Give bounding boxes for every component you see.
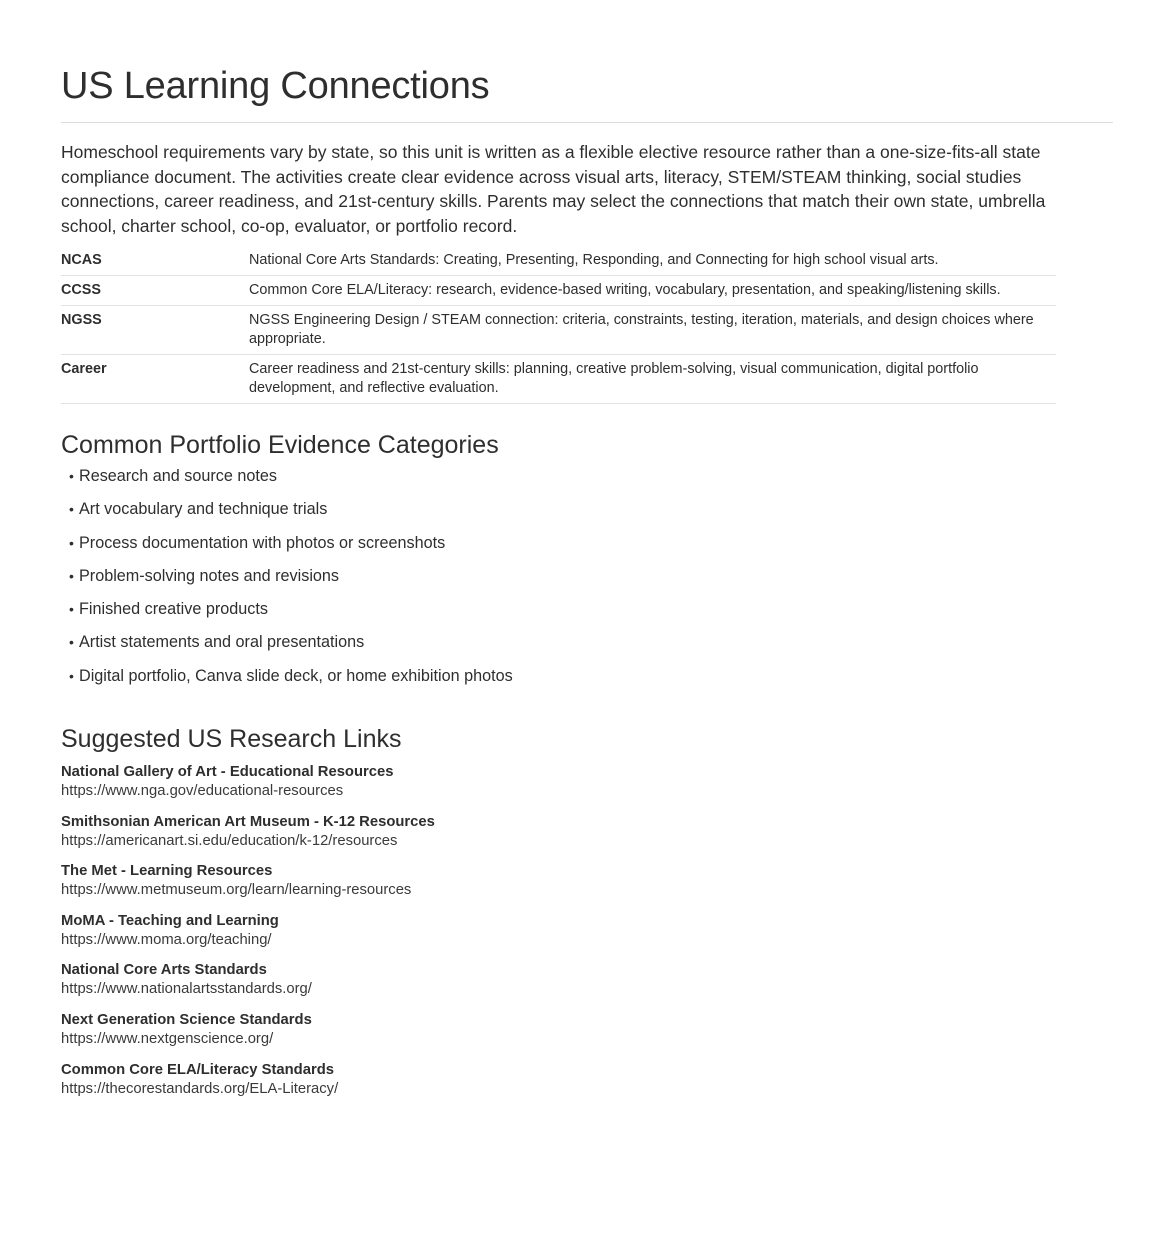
link-url[interactable]: https://www.nextgenscience.org/ <box>61 1031 274 1048</box>
link-item-ngss <box>61 1011 1113 1061</box>
list-item <box>69 598 1113 631</box>
list-item <box>69 465 1113 498</box>
evidence-heading: Common Portfolio Evidence Categories <box>61 431 499 459</box>
standards-row-ngss <box>61 306 1056 355</box>
list-item-label: Problem-solving notes and revisions <box>79 566 340 585</box>
page-title: US Learning Connections <box>61 65 490 107</box>
link-item-met <box>61 862 1113 912</box>
list-item-label: Art vocabulary and technique trials <box>79 500 328 519</box>
bullet-icon: • <box>69 567 74 584</box>
list-item-label: Process documentation with photos or screenshots <box>79 533 446 552</box>
standards-row-ccss <box>61 276 1056 306</box>
title-divider <box>61 122 1113 123</box>
list-item-label: Digital portfolio, Canva slide deck, or home exhibition photos <box>79 666 513 685</box>
intro-paragraph: Homeschool requirements vary by state, so this unit is written as a flexible elective resource rather than a one-size-fits-all state compliance document. The activities create clear evidence across visual arts, literacy, STEM/STEAM thinking, social studies connections, career readiness, and 21st-century skills. Parents may select the connections that match their own state, umbrella school, charter school, co-op, evaluator, or portfolio record. <box>61 142 1046 236</box>
list-item <box>69 532 1113 565</box>
link-url[interactable]: https://thecorestandards.org/ELA-Literacy/ <box>61 1080 339 1097</box>
bullet-icon: • <box>69 601 74 618</box>
link-title: National Core Arts Standards <box>61 962 267 979</box>
evidence-list <box>61 465 1113 698</box>
links-heading: Suggested US Research Links <box>61 725 402 754</box>
bullet-icon: • <box>69 634 74 651</box>
list-item <box>69 665 1113 698</box>
link-item-ncas <box>61 961 1113 1011</box>
research-links-list <box>61 763 1113 1110</box>
link-title: Smithsonian American Art Museum - K-12 Resources <box>61 813 435 830</box>
link-url[interactable]: https://www.nationalartsstandards.org/ <box>61 981 312 998</box>
bullet-icon: • <box>69 534 74 551</box>
link-url[interactable]: https://www.nga.gov/educational-resources <box>61 783 344 800</box>
standard-description: NGSS Engineering Design / STEAM connection: criteria, constraints, testing, iteration, materials, and design choices where appropriate. <box>249 306 1056 355</box>
list-item-label: Artist statements and oral presentations <box>79 633 365 652</box>
link-title: MoMA - Teaching and Learning <box>61 912 279 929</box>
standards-row-ncas <box>61 246 1056 276</box>
standard-code: NGSS <box>61 306 249 355</box>
page-content <box>61 0 1113 1110</box>
standard-description: Common Core ELA/Literacy: research, evidence-based writing, vocabulary, presentation, and speaking/listening skills. <box>249 276 1056 306</box>
list-item <box>69 631 1113 664</box>
link-item-nga <box>61 763 1113 813</box>
list-item-label: Finished creative products <box>79 600 268 619</box>
link-title: Next Generation Science Standards <box>61 1012 312 1029</box>
link-url[interactable]: https://www.metmuseum.org/learn/learning-resources <box>61 882 412 899</box>
link-url[interactable]: https://www.moma.org/teaching/ <box>61 931 272 948</box>
standard-description: Career readiness and 21st-century skills: planning, creative problem-solving, visual communication, digital portfolio development, and reflective evaluation. <box>249 355 1056 404</box>
list-item-label: Research and source notes <box>79 467 277 485</box>
link-item-ccss <box>61 1061 1113 1111</box>
standard-code: CCSS <box>61 276 249 306</box>
bullet-icon: • <box>69 468 74 484</box>
link-title: The Met - Learning Resources <box>61 863 273 880</box>
list-item <box>69 565 1113 598</box>
standards-row-career <box>61 355 1056 404</box>
link-item-saam <box>61 813 1113 863</box>
standards-table <box>61 246 1056 404</box>
standard-description: National Core Arts Standards: Creating, Presenting, Responding, and Connecting for high school visual arts. <box>249 246 1056 276</box>
link-title: Common Core ELA/Literacy Standards <box>61 1061 334 1078</box>
standard-code: Career <box>61 355 249 404</box>
bullet-icon: • <box>69 501 74 518</box>
list-item <box>69 498 1113 531</box>
bullet-icon: • <box>69 667 74 684</box>
link-title: National Gallery of Art - Educational Resources <box>61 764 394 781</box>
link-url[interactable]: https://americanart.si.edu/education/k-12/resources <box>61 832 398 849</box>
standard-code: NCAS <box>61 246 249 276</box>
link-item-moma <box>61 912 1113 962</box>
